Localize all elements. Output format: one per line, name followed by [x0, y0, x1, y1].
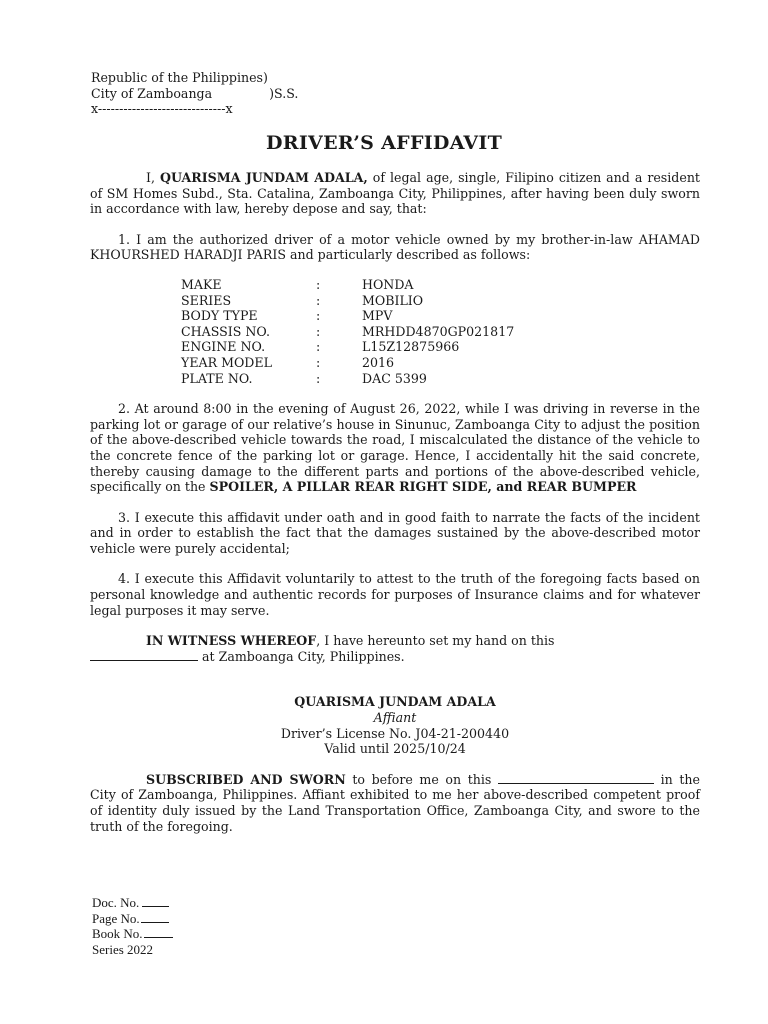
spec-row	[181, 339, 700, 355]
spec-label: ENGINE NO.	[181, 339, 266, 355]
witness-place: at Zamboanga City, Philippines.	[198, 648, 405, 664]
vehicle-specs	[181, 277, 700, 386]
intro-paragraph	[90, 170, 700, 217]
witness-whereof: IN WITNESS WHEREOF	[146, 633, 317, 649]
spec-label: CHASSIS NO.	[181, 323, 270, 339]
date-blank-line	[90, 649, 198, 661]
series: Series 2022	[92, 941, 154, 957]
venue-separator: x------------------------------x	[91, 101, 233, 117]
intro-rest: of legal age, single, Filipino citizen and a resident of SM Homes Subd., Sta. Catalina, Zamboanga City, Philippines, after having been duly sworn in accordance with law, hereby depose and say, that:	[90, 170, 700, 217]
affiant-name: QUARISMA JUNDAM ADALA	[294, 694, 496, 710]
book-no-blank	[144, 927, 173, 938]
affiant-role: Affiant	[373, 710, 417, 726]
notarial-register	[92, 895, 173, 957]
venue-city: City of Zamboanga	[91, 85, 213, 101]
jurat-date-blank	[498, 772, 654, 784]
drivers-license: Driver’s License No. J04-21-200440	[280, 725, 510, 741]
spec-value: MRHDD4870GP021817	[362, 323, 515, 339]
doc-no-blank	[142, 896, 169, 907]
venue-republic: Republic of the Philippines)	[91, 70, 268, 85]
jurat-pre: to before me on this	[345, 771, 498, 787]
intro-pre: I,	[146, 170, 160, 185]
jurat-paragraph	[90, 772, 700, 834]
spec-row	[181, 355, 700, 371]
affiant-name-inline: QUARISMA JUNDAM ADALA,	[159, 170, 368, 185]
spec-label: BODY TYPE	[181, 308, 258, 324]
page-no: Page No.	[92, 910, 140, 926]
signature-block	[90, 694, 700, 756]
license-validity: Valid until 2025/10/24	[324, 741, 466, 757]
spec-value: HONDA	[362, 276, 414, 292]
spec-value: 2016	[362, 354, 395, 370]
venue-city-row	[91, 86, 298, 102]
spec-label: YEAR MODEL	[181, 354, 272, 370]
spec-row	[181, 277, 700, 293]
venue-ss: )S.S.	[269, 85, 299, 101]
spec-value: L15Z12875966	[362, 339, 460, 355]
affidavit-body	[90, 170, 700, 834]
spec-row	[181, 308, 700, 324]
spec-label: PLATE NO.	[181, 370, 253, 386]
spec-value: MOBILIO	[362, 292, 424, 308]
spec-colon: :	[316, 370, 321, 386]
witness-paragraph	[90, 633, 700, 664]
venue-block	[91, 70, 298, 117]
witness-text: , I have hereunto set my hand on this	[316, 633, 555, 649]
jurat-post: in the City of Zamboanga, Philippines. Affiant exhibited to me her above-described competent proof of identity duly issued by the Land Transportation Office, Zamboanga City, and swore to the truth of the foregoing.	[90, 771, 700, 834]
damage-list: SPOILER, A PILLAR REAR RIGHT SIDE, and REAR BUMPER	[209, 479, 637, 495]
spec-row	[181, 324, 700, 340]
doc-no: Doc. No.	[92, 895, 140, 910]
document-title: DRIVER’S AFFIDAVIT	[265, 132, 503, 154]
spec-colon: :	[316, 323, 321, 339]
spec-row	[181, 371, 700, 387]
spec-colon: :	[316, 354, 321, 370]
paragraph-2	[90, 401, 700, 495]
paragraph-2-text: 2. At around 8:00 in the evening of August 26, 2022, while I was driving in reverse in the parking lot or garage of our relative’s house in Sinunuc, Zamboanga City to adjust the position of the above-described vehicle towards the road, I miscalculated the distance of the vehicle to the concrete fence of the parking lot or garage. Hence, I accidentally hit the said concrete, thereby causing damage to the different parts and portions of the above-described vehicle, specifically on the	[90, 401, 700, 495]
paragraph-1: 1. I am the authorized driver of a motor vehicle owned by my brother-in-law AHAMAD KHOURSHED HARADJI PARIS and particularly described as follows:	[90, 231, 700, 263]
spec-row	[181, 293, 700, 309]
spec-colon: :	[316, 339, 321, 355]
spec-label: SERIES	[181, 292, 232, 308]
spec-colon: :	[316, 276, 321, 292]
paragraph-3: 3. I execute this affidavit under oath and in good faith to narrate the facts of the incident and in order to establish the fact that the damages sustained by the above-described motor vehicle were purely accidental;	[90, 509, 700, 556]
jurat-bold: SUBSCRIBED AND SWORN	[146, 771, 346, 787]
spec-colon: :	[316, 308, 321, 324]
spec-value: DAC 5399	[362, 370, 427, 386]
page-no-blank	[141, 912, 169, 923]
spec-value: MPV	[362, 308, 393, 324]
spec-label: MAKE	[181, 276, 222, 292]
paragraph-4: 4. I execute this Affidavit voluntarily to attest to the truth of the foregoing facts based on personal knowledge and authentic records for purposes of Insurance claims and for whatever legal purposes it may serve.	[90, 571, 700, 618]
book-no: Book No.	[92, 926, 143, 942]
spec-colon: :	[316, 292, 321, 308]
